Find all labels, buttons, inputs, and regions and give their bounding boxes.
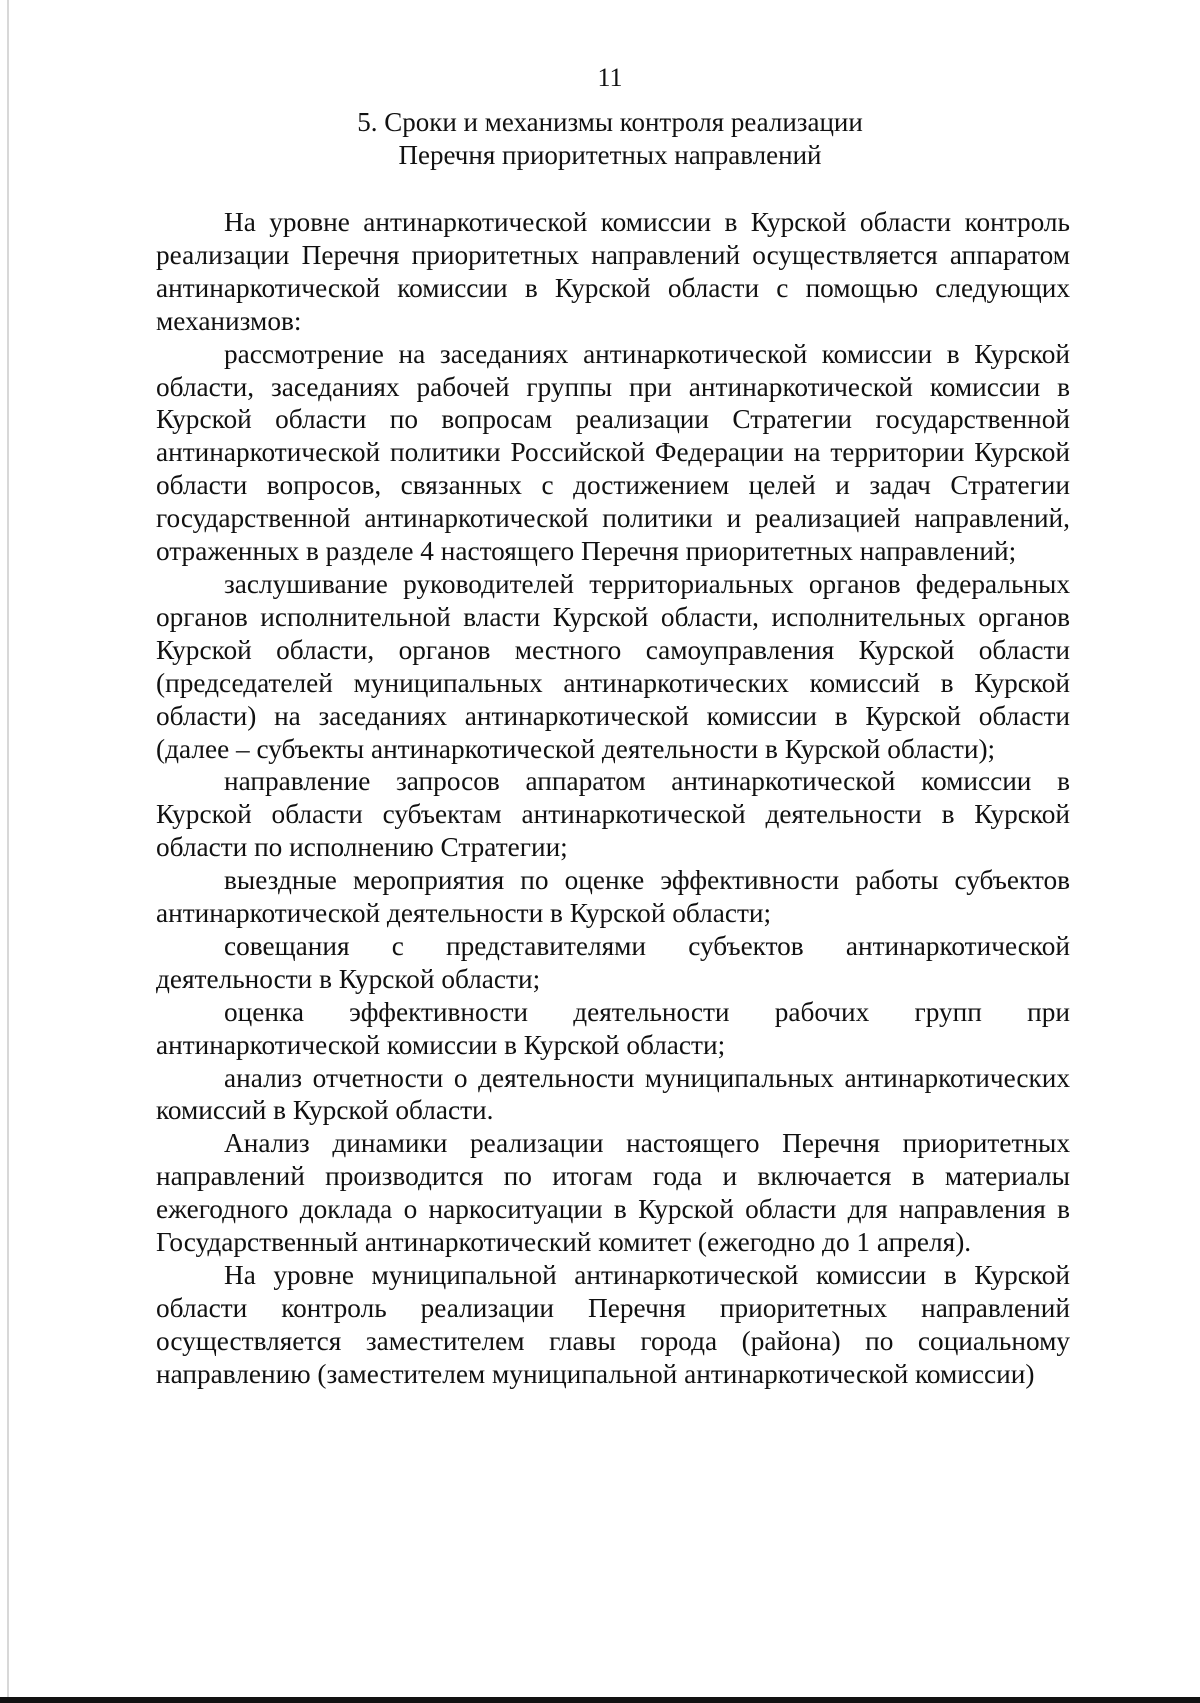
scan-edge-bottom [0,1697,1200,1703]
section-heading-line-2: Перечня приоритетных направлений [398,140,822,170]
paragraph: направление запросов аппаратом антинаркотической комиссии в Курской области субъектам антинаркотической деятельности в Курской области по исполнению Стратегии; [156,766,1070,863]
paragraph: оценка эффективности деятельности рабочих групп при антинаркотической комиссии в Курской области; [156,996,1070,1060]
document-body [156,206,1070,1391]
paragraph: На уровне антинаркотической комиссии в Курской области контроль реализации Перечня приоритетных направлений осуществляется аппаратом антинаркотической комиссии в Курской области с помощью следующих механизмов: [156,207,1070,336]
section-heading [0,106,1200,172]
paragraph: На уровне муниципальной антинаркотической комиссии в Курской области контроль реализации Перечня приоритетных направлений осуществляется заместителем главы города (района) по социальному направлению (заместителем муниципальной антинаркотической комиссии) [156,1260,1070,1389]
page-number: 11 [597,63,623,92]
paragraph: совещания с представителями субъектов антинаркотической деятельности в Курской области; [156,930,1070,994]
paragraph: анализ отчетности о деятельности муниципальных антинаркотических комиссий в Курской области. [156,1062,1070,1126]
paragraph: выездные мероприятия по оценке эффективности работы субъектов антинаркотической деятельности в Курской области; [156,865,1070,929]
scan-edge-left [7,0,9,1703]
paragraph: рассмотрение на заседаниях антинаркотической комиссии в Курской области, заседаниях рабочей группы при антинаркотической комиссии в Курской области по вопросам реализации Стратегии государственной антинаркотической политики Российской Федерации на территории Курской области вопросов, связанных с достижением целей и задач Стратегии государственной антинаркотической политики и реализацией направлений, отраженных в разделе 4 настоящего Перечня приоритетных направлений; [156,338,1070,567]
paragraph: заслушивание руководителей территориальных органов федеральных органов исполнительной власти Курской области, исполнительных органов Курской области, органов местного самоуправления Курской области (председателей муниципальных антинаркотических комиссий в Курской области) на заседаниях антинаркотической комиссии в Курской области (далее – субъекты антинаркотической деятельности в Курской области); [156,568,1070,764]
section-heading-line-1: 5. Сроки и механизмы контроля реализации [357,107,863,137]
paragraph: Анализ динамики реализации настоящего Перечня приоритетных направлений производится по итогам года и включается в материалы ежегодного доклада о наркоситуации в Курской области для направления в Государственный антинаркотический комитет (ежегодно до 1 апреля). [156,1128,1070,1258]
